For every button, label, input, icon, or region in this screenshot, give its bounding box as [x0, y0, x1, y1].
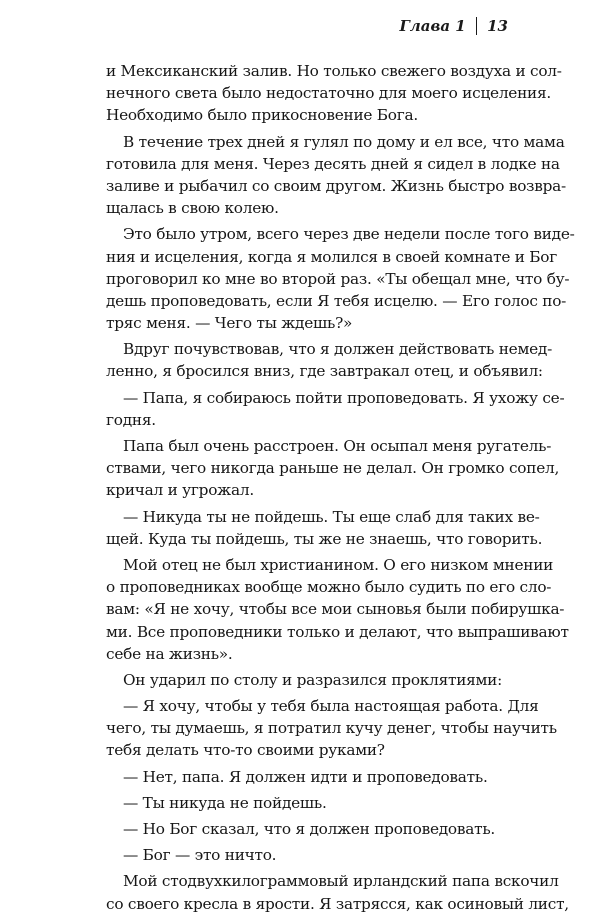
- text-line: кричал и угрожал.: [106, 481, 254, 500]
- text-line: чего, ты думаешь, я потратил кучу денег, чтобы научить: [106, 719, 557, 738]
- text-line: себе на жизнь».: [106, 644, 233, 663]
- text-line: со своего кресла в ярости. Я затрясся, как осиновый лист,: [106, 894, 569, 913]
- text-line: нечного света было недостаточно для моего исцеления.: [106, 84, 552, 103]
- paragraph: [106, 435, 560, 502]
- text-line: щалась в свою колею.: [106, 199, 279, 218]
- body-text: [106, 60, 575, 915]
- text-line: ствами, чего никогда раньше не делал. Он громко сопел,: [106, 459, 560, 478]
- text-line: Мой отец не был христианином. О его низком мнении: [123, 555, 554, 574]
- paragraph: [106, 223, 575, 334]
- text-line: — Никуда ты не пойдешь. Ты еще слаб для таких ве-: [123, 507, 540, 526]
- paragraph: [106, 387, 565, 431]
- text-line: — Бог — это ничто.: [123, 846, 277, 865]
- paragraph: [106, 695, 557, 762]
- text-line: Папа был очень расстроен. Он осыпал меня ругатель-: [123, 437, 552, 455]
- text-line: тебя делать что-то своими руками?: [106, 741, 385, 760]
- text-line: Это было утром, всего через две недели после того виде-: [123, 225, 575, 244]
- text-line: — Я хочу, чтобы у тебя была настоящая работа. Для: [123, 697, 539, 716]
- paragraph: [106, 844, 507, 866]
- text-line: — Но Бог сказал, что я должен проповедовать.: [123, 820, 496, 838]
- text-line: годня.: [106, 410, 156, 429]
- text-line: о проповедниках вообще можно было судить по его сло-: [106, 578, 552, 597]
- header-separator: [476, 17, 477, 35]
- paragraph: [106, 338, 553, 382]
- text-line: Вдруг почувствовав, что я должен действовать немед-: [123, 340, 553, 359]
- text-line: Мой стодвухкилограммовый ирландский папа вскочил: [123, 872, 559, 891]
- paragraph: [106, 792, 507, 814]
- text-line: — Папа, я собираюсь пойти проповедовать. Я ухожу се-: [123, 388, 565, 407]
- text-line: дешь проповедовать, если Я тебя исцелю. — Его голос по-: [106, 291, 567, 310]
- text-line: проговорил ко мне во второй раз. «Ты обещал мне, что бу-: [106, 269, 570, 288]
- text-line: ми. Все проповедники только и делают, что выпрашивают: [106, 622, 569, 641]
- text-line: ния и исцеления, когда я молился в своей комнате и Бог: [106, 247, 558, 266]
- text-line: Необходимо было прикосновение Бога.: [106, 106, 418, 125]
- text-line: ленно, я бросился вниз, где завтракал отец, и объявил:: [106, 362, 543, 381]
- text-line: тряс меня. — Чего ты ждешь?»: [106, 314, 353, 333]
- page-number: 13: [487, 17, 508, 35]
- text-line: Он ударил по столу и разразился проклятиями:: [123, 670, 503, 689]
- paragraph: [106, 818, 507, 840]
- text-line: заливе и рыбачил со своим другом. Жизнь быстро возвра-: [106, 176, 566, 195]
- text-line: вам: «Я не хочу, чтобы все мои сыновья были побирушка-: [106, 600, 565, 619]
- text-line: В течение трех дней я гулял по дому и ел все, что мама: [123, 132, 565, 151]
- text-line: готовила для меня. Через десять дней я сидел в лодке на: [106, 154, 560, 173]
- text-line: — Нет, папа. Я должен идти и проповедовать.: [123, 767, 488, 786]
- text-line: — Ты никуда не пойдешь.: [123, 793, 327, 812]
- paragraph: [106, 669, 507, 691]
- paragraph: [106, 870, 569, 914]
- text-line: и Мексиканский залив. Но только свежего воздуха и сол-: [106, 62, 562, 80]
- text-line: щей. Куда ты пойдешь, ты же не знаешь, что говорить.: [106, 529, 543, 548]
- paragraph: [106, 60, 562, 127]
- paragraph: [106, 131, 566, 220]
- paragraph: [106, 554, 569, 665]
- paragraph: [106, 506, 543, 550]
- running-head: [399, 14, 508, 38]
- paragraph: [106, 766, 507, 788]
- chapter-title: Глава 1: [399, 17, 466, 35]
